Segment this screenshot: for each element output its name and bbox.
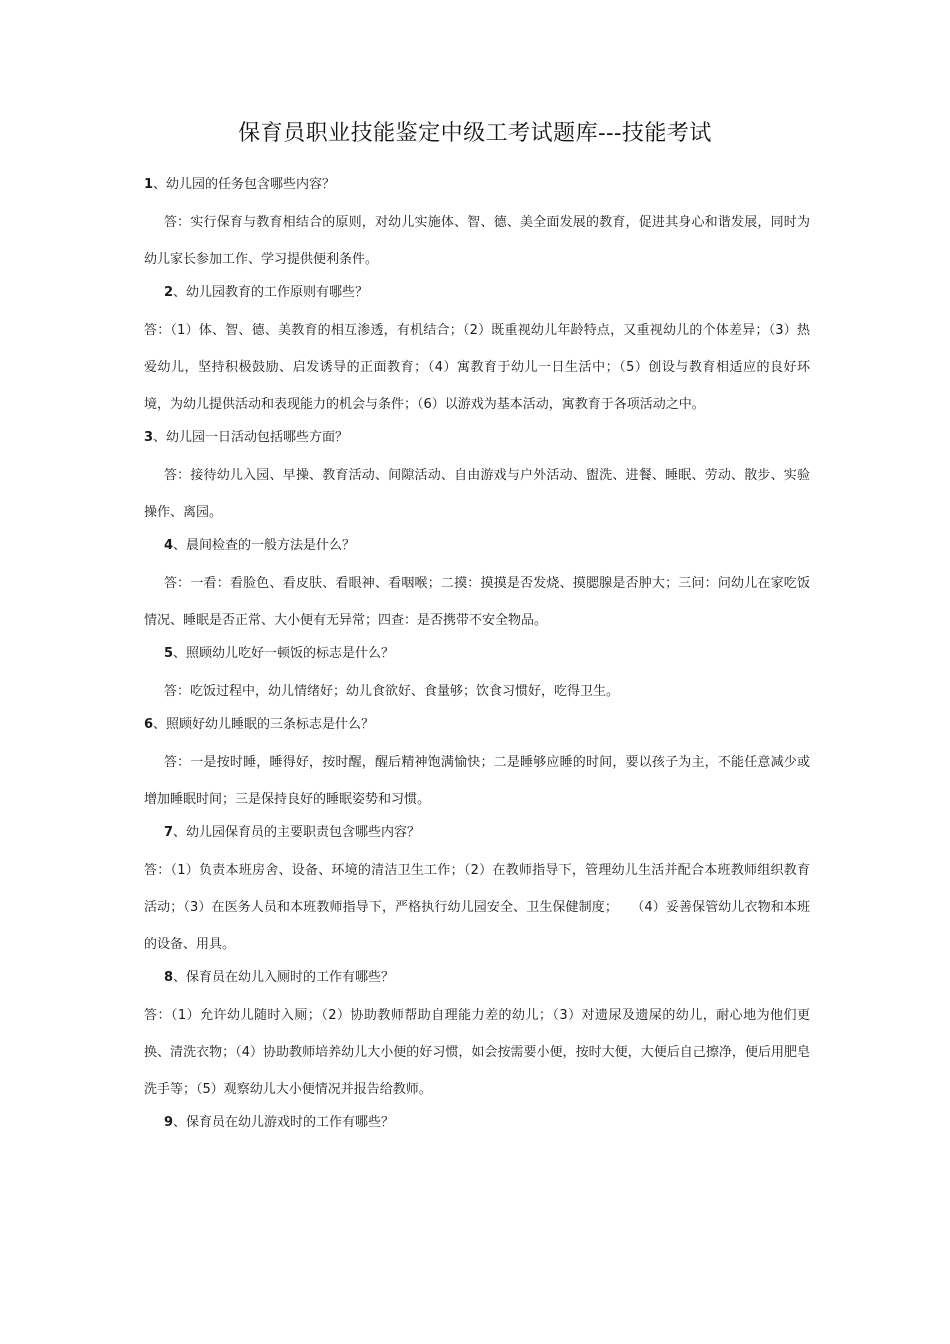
- answer-8: 答：（1）允许幼儿随时入厕；（2）协助教师帮助自理能力差的幼儿；（3）对遗尿及遗屎的幼儿，耐心地为他们更换、清洗衣物；（4）协助教师培养幼儿大小便的好习惯，如会按需要小便，按时大便，大便后自己擦净，便后用肥皂洗手等；（5）观察幼儿大小便情况并报告给教师。: [144, 1008, 810, 1097]
- answer-2: 答：（1）体、智、德、美教育的相互渗透，有机结合；（2）既重视幼儿年龄特点，又重视幼儿的个体差异；（3）热爱幼儿，坚持积极鼓励、启发诱导的正面教育；（4）寓教育于幼儿一日生活中；（5）创设与教育相适应的良好环境，为幼儿提供活动和表现能力的机会与条件；（6）以游戏为基本活动，寓教育于各项活动之中。: [144, 323, 810, 412]
- document-title: 保育员职业技能鉴定中级工考试题库---技能考试: [238, 121, 712, 146]
- question-text: 、保育员在幼儿入厕时的工作有哪些？: [173, 970, 395, 985]
- question-text: 、幼儿园教育的工作原则有哪些？: [173, 285, 369, 300]
- question-2: [144, 278, 810, 308]
- question-number: 9: [164, 1115, 174, 1130]
- question-number: 6: [144, 717, 154, 732]
- question-text: 、幼儿园保育员的主要职责包含哪些内容？: [173, 825, 421, 840]
- question-text: 、保育员在幼儿游戏时的工作有哪些？: [173, 1115, 395, 1130]
- question-number: 8: [164, 970, 174, 985]
- question-number: 1: [144, 177, 154, 192]
- question-1: [144, 170, 810, 200]
- question-text: 、晨间检查的一般方法是什么？: [173, 538, 356, 553]
- answer-7: 答：（1）负责本班房舍、设备、环境的清洁卫生工作；（2）在教师指导下，管理幼儿生活并配合本班教师组织教育活动；（3）在医务人员和本班教师指导下，严格执行幼儿园安全、卫生保健制度； （4）妥善保管幼儿衣物和本班的设备、用具。: [144, 863, 810, 952]
- question-9: [144, 1108, 810, 1138]
- question-5: [144, 639, 810, 669]
- answer-5: 答：吃饭过程中，幼儿情绪好；幼儿食欲好、食量够；饮食习惯好，吃得卫生。: [164, 684, 620, 699]
- question-number: 4: [164, 538, 174, 553]
- question-text: 、照顾幼儿吃好一顿饭的标志是什么？: [173, 646, 395, 661]
- question-8: [144, 963, 810, 993]
- answer-4: 答：一看：看脸色、看皮肤、看眼神、看咽喉；二摸：摸摸是否发烧、摸腮腺是否肿大；三问：问幼儿在家吃饭情况、睡眠是否正常、大小便有无异常；四查：是否携带不安全物品。: [144, 576, 810, 628]
- question-number: 3: [144, 430, 154, 445]
- question-7: [144, 818, 810, 848]
- answer-6: 答：一是按时睡，睡得好，按时醒，醒后精神饱满愉快；二是睡够应睡的时间，要以孩子为主，不能任意减少或增加睡眠时间；三是保持良好的睡眠姿势和习惯。: [144, 755, 810, 807]
- question-text: 、照顾好幼儿睡眠的三条标志是什么？: [153, 717, 375, 732]
- question-text: 、幼儿园的任务包含哪些内容？: [153, 177, 336, 192]
- question-number: 7: [164, 825, 174, 840]
- question-3: [144, 423, 810, 453]
- question-list: [144, 170, 810, 1142]
- question-6: [144, 710, 810, 740]
- question-4: [144, 531, 810, 561]
- answer-1: 答：实行保育与教育相结合的原则，对幼儿实施体、智、德、美全面发展的教育，促进其身心和谐发展，同时为幼儿家长参加工作、学习提供便利条件。: [144, 215, 810, 267]
- question-number: 5: [164, 646, 174, 661]
- question-text: 、幼儿园一日活动包括哪些方面？: [153, 430, 349, 445]
- question-number: 2: [164, 285, 174, 300]
- answer-3: 答：接待幼儿入园、早操、教育活动、间隙活动、自由游戏与户外活动、盥洗、进餐、睡眠、劳动、散步、实验操作、离园。: [144, 468, 810, 520]
